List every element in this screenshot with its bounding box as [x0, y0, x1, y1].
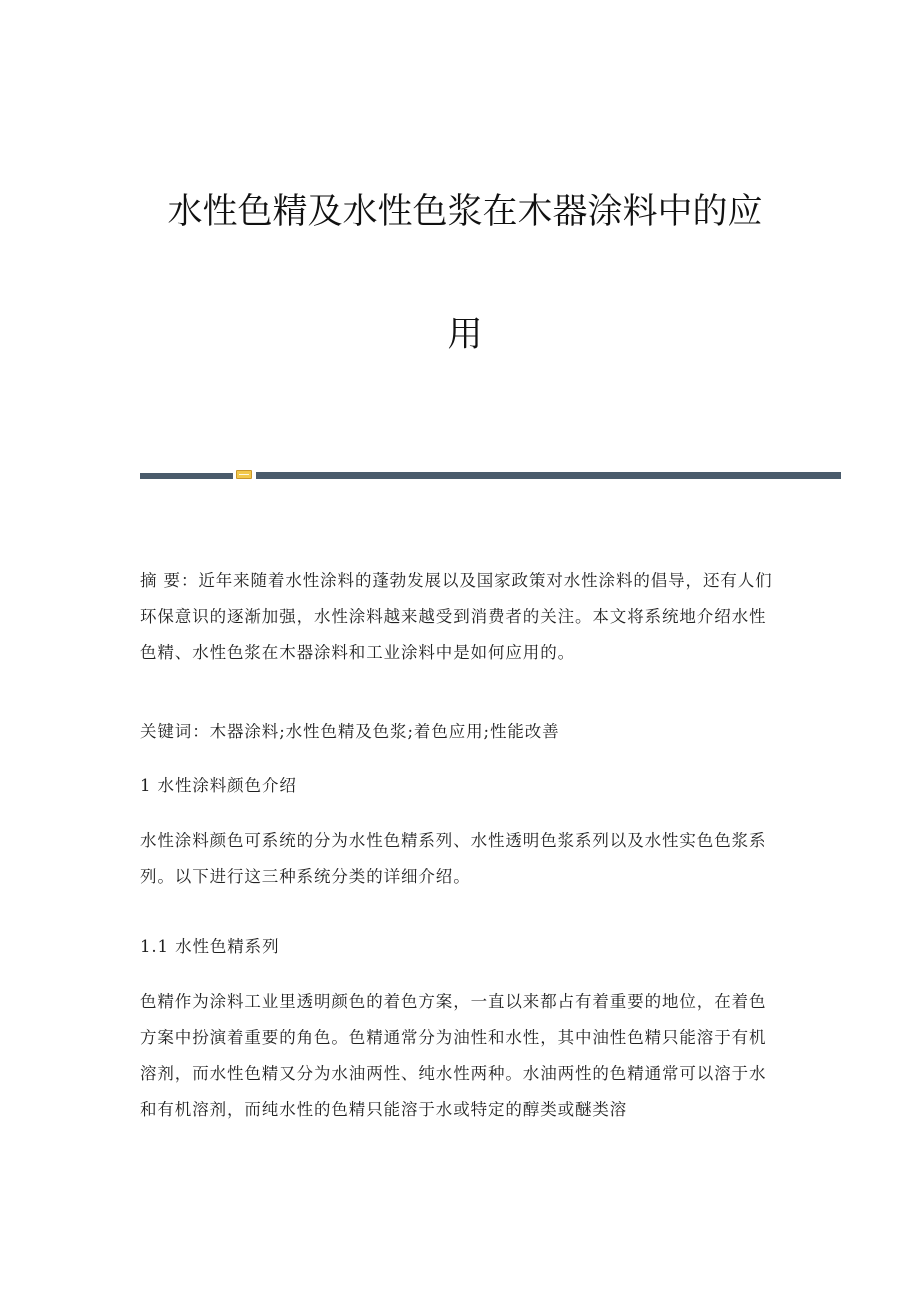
section-1-1-heading: 1.1 水性色精系列: [140, 937, 280, 956]
abstract-paragraph: 摘 要：近年来随着水性涂料的蓬勃发展以及国家政策对水性涂料的倡导，还有人们环保意识的逐渐加强，水性涂料越来越受到消费者的关注。本文将系统地介绍水性色精、水性色浆在木器涂料和工业涂料中是如何应用的。: [140, 571, 773, 662]
divider-ornament-icon: [236, 470, 252, 479]
keywords-line: 关键词：木器涂料;水性色精及色浆;着色应用;性能改善: [140, 722, 560, 741]
title-divider: [140, 469, 841, 479]
divider-bar-left: [140, 473, 233, 479]
document-title-line-1: 水性色精及水性色浆在木器涂料中的应: [167, 192, 763, 232]
document-title-line-2: 用: [447, 315, 483, 355]
section-1-paragraph: 水性涂料颜色可系统的分为水性色精系列、水性透明色浆系列以及水性实色色浆系列。以下进行这三种系统分类的详细介绍。: [140, 831, 767, 886]
section-1-1-paragraph: 色精作为涂料工业里透明颜色的着色方案，一直以来都占有着重要的地位，在着色方案中扮演着重要的角色。色精通常分为油性和水性，其中油性色精只能溶于有机溶剂，而水性色精又分为水油两性、纯水性两种。水油两性的色精通常可以溶于水和有机溶剂，而纯水性的色精只能溶于水或特定的醇类或醚类溶: [140, 992, 767, 1119]
section-1-heading: 1 水性涂料颜色介绍: [140, 776, 297, 795]
divider-bar-right: [256, 472, 841, 479]
